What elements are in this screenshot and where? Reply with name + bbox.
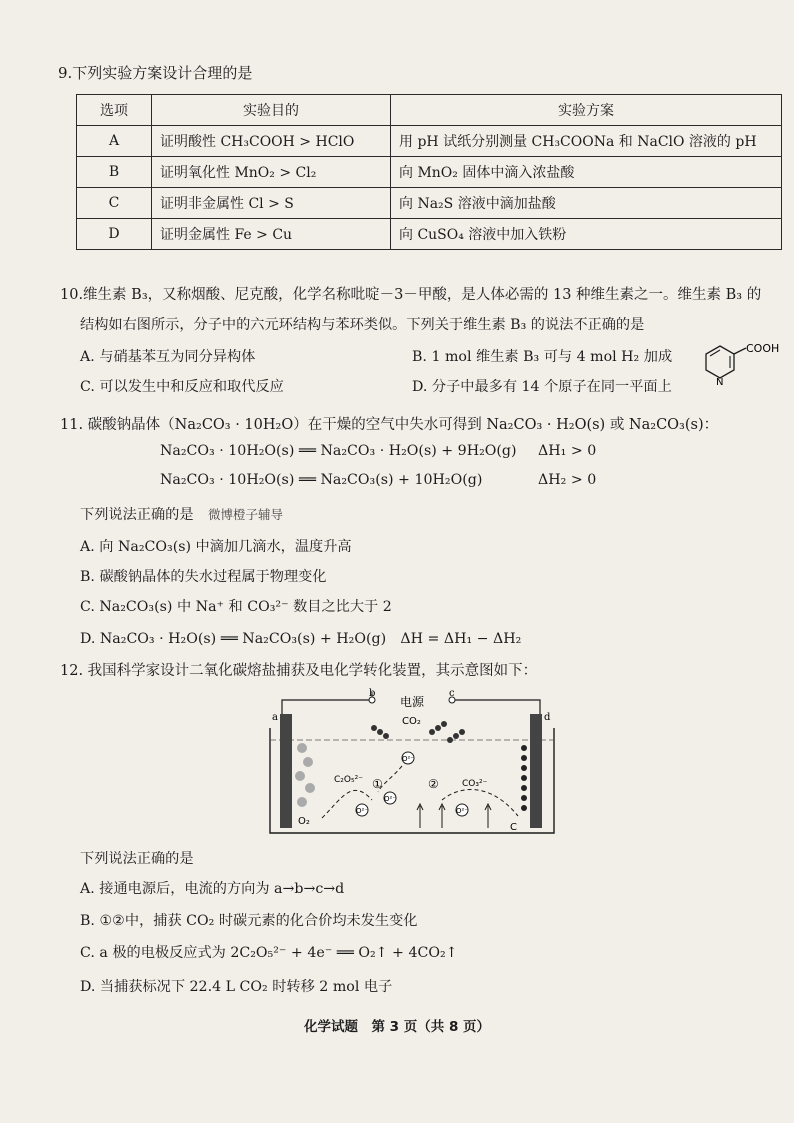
nitrogen-label: N [716, 377, 724, 388]
q10-option-a: A. 与硝基苯互为同分异构体 [80, 349, 256, 365]
o2-bubble [303, 757, 313, 767]
wire-right [452, 700, 540, 714]
q11-stem: 11. 碳酸钠晶体（Na₂CO₃ · 10H₂O）在干燥的空气中失水可得到 Na₂CO₃ · H₂O(s) 或 Na₂CO₃(s)： [60, 417, 719, 433]
q11-watermark: 微博橙子辅导 [208, 507, 284, 522]
cell-plan: 向 CuSO₄ 溶液中加入铁粉 [391, 219, 782, 250]
label-step-1: ① [372, 777, 383, 791]
cell-option: D [77, 219, 152, 250]
table-row [77, 188, 782, 219]
nicotinic-acid-structure [700, 338, 790, 388]
q11-equation-2: Na₂CO₃ · 10H₂O(s) ══ Na₂CO₃(s) + 10H₂O(g) [160, 472, 483, 488]
wire-left [282, 700, 372, 714]
q11-equation-1: Na₂CO₃ · 10H₂O(s) ══ Na₂CO₃ · H₂O(s) + 9H₂O(g) [160, 443, 517, 459]
col-header-plan: 实验方案 [391, 95, 782, 126]
label-step-2: ② [428, 777, 439, 791]
cell-option: B [77, 157, 152, 188]
q12-option-d: D. 当捕获标况下 22.4 L CO₂ 时转移 2 mol 电子 [80, 979, 393, 995]
label-b: b [369, 688, 376, 699]
q9-stem: 9.下列实验方案设计合理的是 [58, 64, 253, 82]
oxide-ion-label: O²⁻ [456, 807, 469, 815]
label-co2: CO₂ [402, 716, 421, 727]
page-footer: 化学试题 第 3 页（共 8 页） [303, 1019, 491, 1035]
carbon-particle [521, 775, 527, 781]
q10-option-b: B. 1 mol 维生素 B₃ 可与 4 mol H₂ 加成 [412, 349, 673, 365]
o2-bubble [295, 771, 305, 781]
q10-stem-line1: 10.维生素 B₃，又称烟酸、尼克酸，化学名称吡啶－3－甲酸，是人体必需的 13 种维生素之一。维生素 B₃ 的 [60, 287, 762, 303]
q10-option-d: D. 分子中最多有 14 个原子在同一平面上 [412, 379, 672, 395]
carbon-particle [521, 765, 527, 771]
cell-purpose: 证明酸性 CH₃COOH > HClO [152, 126, 391, 157]
o2-bubble [305, 783, 315, 793]
table-header-row [77, 95, 782, 126]
q11-option-d: D. Na₂CO₃ · H₂O(s) ══ Na₂CO₃(s) + H₂O(g) ΔH = ΔH₁ − ΔH₂ [80, 631, 522, 647]
q11-dh1: ΔH₁ > 0 [538, 443, 597, 459]
oxide-ion-label: O²⁻ [402, 755, 415, 763]
q12-stem: 12. 我国科学家设计二氧化碳熔盐捕获及电化学转化装置，其示意图如下： [60, 663, 538, 679]
table-row [77, 157, 782, 188]
label-power: 电源 [400, 695, 425, 709]
cell-plan: 用 pH 试纸分别测量 CH₃COONa 和 NaClO 溶液的 pH [391, 126, 782, 157]
carbon-particle [521, 755, 527, 761]
cell-purpose: 证明氧化性 MnO₂ > Cl₂ [152, 157, 391, 188]
electrode-a [280, 714, 292, 828]
path-step-2 [442, 789, 518, 816]
q11-prompt: 下列说法正确的是 [80, 507, 194, 523]
o2-bubble [297, 797, 307, 807]
cooh-bond [734, 348, 746, 354]
label-c: c [449, 688, 455, 699]
electrochem-device-diagram [262, 688, 562, 838]
q11-option-b: B. 碳酸钠晶体的失水过程属于物理变化 [80, 569, 327, 585]
q12-option-a: A. 接通电源后，电流的方向为 a→b→c→d [80, 881, 345, 897]
cell-plan: 向 Na₂S 溶液中滴加盐酸 [391, 188, 782, 219]
label-c2o5: C₂O₅²⁻ [334, 775, 363, 785]
carbon-particle [521, 795, 527, 801]
label-a: a [272, 712, 278, 723]
oxide-ion-label: O²⁻ [384, 795, 397, 803]
cell-option: C [77, 188, 152, 219]
label-carbon: C [510, 822, 517, 833]
cell-plan: 向 MnO₂ 固体中滴入浓盐酸 [391, 157, 782, 188]
q10-option-c: C. 可以发生中和反应和取代反应 [80, 379, 284, 395]
q12-prompt: 下列说法正确的是 [80, 851, 194, 867]
q12-option-b: B. ①②中，捕获 CO₂ 时碳元素的化合价均未发生变化 [80, 913, 418, 929]
col-header-purpose: 实验目的 [152, 95, 391, 126]
col-header-option: 选项 [77, 95, 152, 126]
q11-dh2: ΔH₂ > 0 [538, 472, 597, 488]
carbon-particle [521, 805, 527, 811]
cooh-label: COOH [746, 342, 780, 355]
q12-option-c: C. a 极的电极反应式为 2C₂O₅²⁻ + 4e⁻ ══ O₂↑ + 4CO₂↑ [80, 945, 458, 961]
carbon-particle [521, 785, 527, 791]
ion-migration-arrows [417, 804, 491, 828]
q10-stem-line2: 结构如右图所示，分子中的六元环结构与苯环类似。下列关于维生素 B₃ 的说法不正确的是 [80, 317, 645, 333]
carbon-particle [521, 745, 527, 751]
label-o2: O₂ [298, 816, 310, 827]
label-d: d [544, 712, 551, 723]
o2-bubble [297, 743, 307, 753]
label-co3: CO₃²⁻ [462, 779, 488, 789]
oxide-ion-label: O²⁻ [356, 807, 369, 815]
q9-table [76, 94, 782, 250]
vessel [270, 728, 554, 833]
q11-option-c: C. Na₂CO₃(s) 中 Na⁺ 和 CO₃²⁻ 数目之比大于 2 [80, 599, 392, 615]
table-row [77, 126, 782, 157]
cell-option: A [77, 126, 152, 157]
cell-purpose: 证明金属性 Fe > Cu [152, 219, 391, 250]
cell-purpose: 证明非金属性 Cl > S [152, 188, 391, 219]
q11-option-a: A. 向 Na₂CO₃(s) 中滴加几滴水，温度升高 [80, 539, 352, 555]
table-row [77, 219, 782, 250]
electrode-d [530, 714, 542, 828]
